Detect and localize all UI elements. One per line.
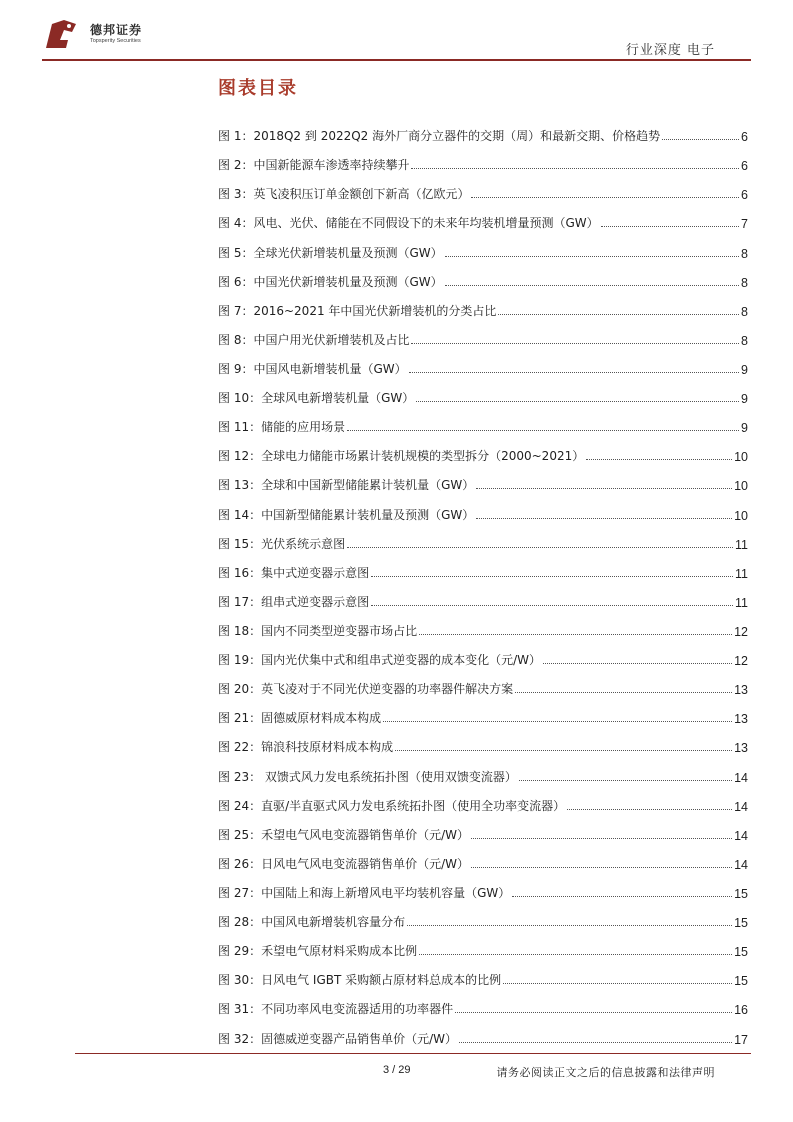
toc-entry[interactable] <box>218 872 748 901</box>
toc-entry-label: 图 12：全球电力储能市场累计装机规模的类型拆分（2000~2021） <box>218 449 585 464</box>
dot-leader <box>515 692 732 693</box>
dot-leader <box>411 343 739 344</box>
toc-entry-page: 14 <box>734 857 748 872</box>
toc-entry-page: 10 <box>734 508 748 523</box>
toc-entry-page: 9 <box>741 362 748 377</box>
toc-entry-label: 图 20：英飞凌对于不同光伏逆变器的功率器件解决方案 <box>218 682 514 697</box>
toc-entry-page: 8 <box>741 275 748 290</box>
toc-entry-page: 12 <box>734 624 748 639</box>
dot-leader <box>347 430 739 431</box>
dot-leader <box>371 605 733 606</box>
toc-entry[interactable] <box>218 319 748 348</box>
toc-entry-page: 12 <box>734 654 748 669</box>
toc-entry[interactable] <box>218 959 748 988</box>
dot-leader <box>586 459 732 460</box>
toc-title: 图表目录 <box>218 78 298 99</box>
toc-entry-page: 6 <box>741 159 748 174</box>
toc-entry-label: 图 4：风电、光伏、储能在不同假设下的未来年均装机增量预测（GW） <box>218 216 599 231</box>
toc-entry-page: 6 <box>741 188 748 203</box>
toc-entry[interactable] <box>218 377 748 406</box>
toc-entry[interactable] <box>218 493 748 522</box>
dot-leader <box>419 634 732 635</box>
dot-leader <box>471 197 739 198</box>
toc-entry[interactable] <box>218 785 748 814</box>
toc-entry-page: 16 <box>734 1003 748 1018</box>
toc-entry-page: 10 <box>734 450 748 465</box>
toc-entry[interactable] <box>218 290 748 319</box>
page-number: 3 / 29 <box>383 1064 411 1076</box>
toc-entry-label: 图 23： 双馈式风力发电系统拓扑图（使用双馈变流器） <box>218 769 517 784</box>
dot-leader <box>512 896 732 897</box>
toc-entry-page: 11 <box>735 566 748 581</box>
legal-disclaimer: 请务必阅读正文之后的信息披露和法律声明 <box>496 1066 715 1079</box>
dot-leader <box>503 983 732 984</box>
dot-leader <box>543 663 732 664</box>
toc-entry[interactable] <box>218 726 748 755</box>
dot-leader <box>445 285 739 286</box>
dot-leader <box>445 256 739 257</box>
toc-entry-label: 图 13：全球和中国新型储能累计装机量（GW） <box>218 478 475 493</box>
toc-entry-label: 图 19：国内光伏集中式和组串式逆变器的成本变化（元/W） <box>218 653 541 668</box>
toc-entry-page: 15 <box>734 945 748 960</box>
dot-leader <box>476 518 732 519</box>
toc-entry-label: 图 21：固德威原材料成本构成 <box>218 711 382 726</box>
toc-entry[interactable] <box>218 930 748 959</box>
dot-leader <box>409 372 739 373</box>
toc-entry[interactable] <box>218 668 748 697</box>
toc-entry-page: 10 <box>734 479 748 494</box>
brand-name-cn: 德邦证券 <box>90 23 143 37</box>
toc-entry-page: 15 <box>734 886 748 901</box>
brand-name-en: Topsperity Securities <box>90 38 141 44</box>
toc-entry-label: 图 10：全球风电新增装机量（GW） <box>218 391 415 406</box>
toc-entry-page: 8 <box>741 333 748 348</box>
toc-entry-label: 图 24：直驱/半直驱式风力发电系统拓扑图（使用全功率变流器） <box>218 798 566 813</box>
toc-entry-page: 14 <box>734 770 748 785</box>
toc-entry-label: 图 18：国内不同类型逆变器市场占比 <box>218 623 418 638</box>
toc-entry[interactable] <box>218 755 748 784</box>
toc-entry-page: 7 <box>741 217 748 232</box>
report-category: 行业深度 电子 <box>625 43 715 58</box>
dot-leader <box>407 925 732 926</box>
toc-entry-label: 图 17：组串式逆变器示意图 <box>218 594 370 609</box>
dot-leader <box>419 954 732 955</box>
dot-leader <box>459 1042 732 1043</box>
toc-entry[interactable] <box>218 843 748 872</box>
toc-entry[interactable] <box>218 348 748 377</box>
toc-entry-page: 11 <box>735 595 748 610</box>
dot-leader <box>567 809 732 810</box>
toc-entry[interactable] <box>218 523 748 552</box>
dot-leader <box>476 488 732 489</box>
toc-entry[interactable] <box>218 639 748 668</box>
toc-entry-label: 图 1：2018Q2 到 2022Q2 海外厂商分立器件的交期（周）和最新交期、价格趋势 <box>218 129 661 144</box>
toc-entry-label: 图 15：光伏系统示意图 <box>218 536 346 551</box>
toc-entry[interactable] <box>218 581 748 610</box>
toc-entry-page: 14 <box>734 799 748 814</box>
toc-entry-page: 13 <box>734 741 748 756</box>
toc-entry[interactable] <box>218 231 748 260</box>
toc-entry-label: 图 5：全球光伏新增装机量及预测（GW） <box>218 245 443 260</box>
toc-entry[interactable] <box>218 406 748 435</box>
toc-entry[interactable] <box>218 988 748 1017</box>
toc-entry-label: 图 3：英飞凌积压订单金额创下新高（亿欧元） <box>218 187 470 202</box>
header-divider <box>42 59 751 61</box>
dot-leader <box>383 721 732 722</box>
toc-entry-label: 图 11：储能的应用场景 <box>218 420 346 435</box>
footer-divider <box>75 1053 751 1054</box>
toc-entry[interactable] <box>218 144 748 173</box>
toc-entry-page: 9 <box>741 392 748 407</box>
toc-entry-page: 13 <box>734 712 748 727</box>
figure-list <box>218 115 748 1047</box>
dot-leader <box>416 401 739 402</box>
toc-entry-label: 图 27：中国陆上和海上新增风电平均装机容量（GW） <box>218 885 511 900</box>
toc-entry[interactable] <box>218 464 748 493</box>
toc-entry-label: 图 28：中国风电新增装机容量分布 <box>218 915 406 930</box>
toc-entry[interactable] <box>218 1017 748 1046</box>
toc-entry-page: 14 <box>734 828 748 843</box>
toc-entry-label: 图 2：中国新能源车渗透率持续攀升 <box>218 158 410 173</box>
dot-leader <box>455 1012 732 1013</box>
topsperity-logo-icon <box>42 18 82 52</box>
toc-entry[interactable] <box>218 435 748 464</box>
company-logo <box>42 18 172 52</box>
toc-entry-label: 图 22：锦浪科技原材料成本构成 <box>218 740 394 755</box>
dot-leader <box>601 226 739 227</box>
toc-entry-page: 13 <box>734 683 748 698</box>
dot-leader <box>371 576 733 577</box>
toc-entry-label: 图 32：固德威逆变器产品销售单价（元/W） <box>218 1031 457 1046</box>
toc-entry-label: 图 29：禾望电气原材料采购成本比例 <box>218 944 418 959</box>
toc-entry-label: 图 30：日风电气 IGBT 采购额占原材料总成本的比例 <box>218 973 502 988</box>
toc-entry-page: 8 <box>741 246 748 261</box>
toc-entry-label: 图 6：中国光伏新增装机量及预测（GW） <box>218 274 443 289</box>
dot-leader <box>519 780 732 781</box>
toc-entry-page: 8 <box>741 304 748 319</box>
toc-entry[interactable] <box>218 697 748 726</box>
toc-entry-page: 15 <box>734 916 748 931</box>
toc-entry[interactable] <box>218 202 748 231</box>
dot-leader <box>471 867 732 868</box>
dot-leader <box>498 314 739 315</box>
toc-entry[interactable] <box>218 610 748 639</box>
toc-entry-page: 11 <box>735 537 748 552</box>
toc-entry[interactable] <box>218 901 748 930</box>
dot-leader <box>662 139 739 140</box>
toc-entry-label: 图 25：禾望电气风电变流器销售单价（元/W） <box>218 827 469 842</box>
toc-entry-label: 图 16：集中式逆变器示意图 <box>218 565 370 580</box>
toc-entry-page: 15 <box>734 974 748 989</box>
dot-leader <box>411 168 739 169</box>
toc-entry-label: 图 14：中国新型储能累计装机量及预测（GW） <box>218 507 475 522</box>
toc-entry-label: 图 9：中国风电新增装机量（GW） <box>218 361 407 376</box>
toc-entry[interactable] <box>218 552 748 581</box>
dot-leader <box>395 750 732 751</box>
toc-entry-label: 图 7：2016~2021 年中国光伏新增装机的分类占比 <box>218 303 497 318</box>
toc-entry[interactable] <box>218 261 748 290</box>
toc-entry[interactable] <box>218 115 748 144</box>
toc-entry-label: 图 31：不同功率风电变流器适用的功率器件 <box>218 1002 454 1017</box>
toc-entry-page: 6 <box>741 130 748 145</box>
toc-entry[interactable] <box>218 814 748 843</box>
toc-entry-label: 图 8：中国户用光伏新增装机及占比 <box>218 332 410 347</box>
dot-leader <box>471 838 732 839</box>
toc-entry-label: 图 26：日风电气风电变流器销售单价（元/W） <box>218 856 469 871</box>
dot-leader <box>347 547 733 548</box>
toc-entry[interactable] <box>218 173 748 202</box>
toc-entry-page: 9 <box>741 421 748 436</box>
toc-entry-page: 17 <box>734 1032 748 1047</box>
